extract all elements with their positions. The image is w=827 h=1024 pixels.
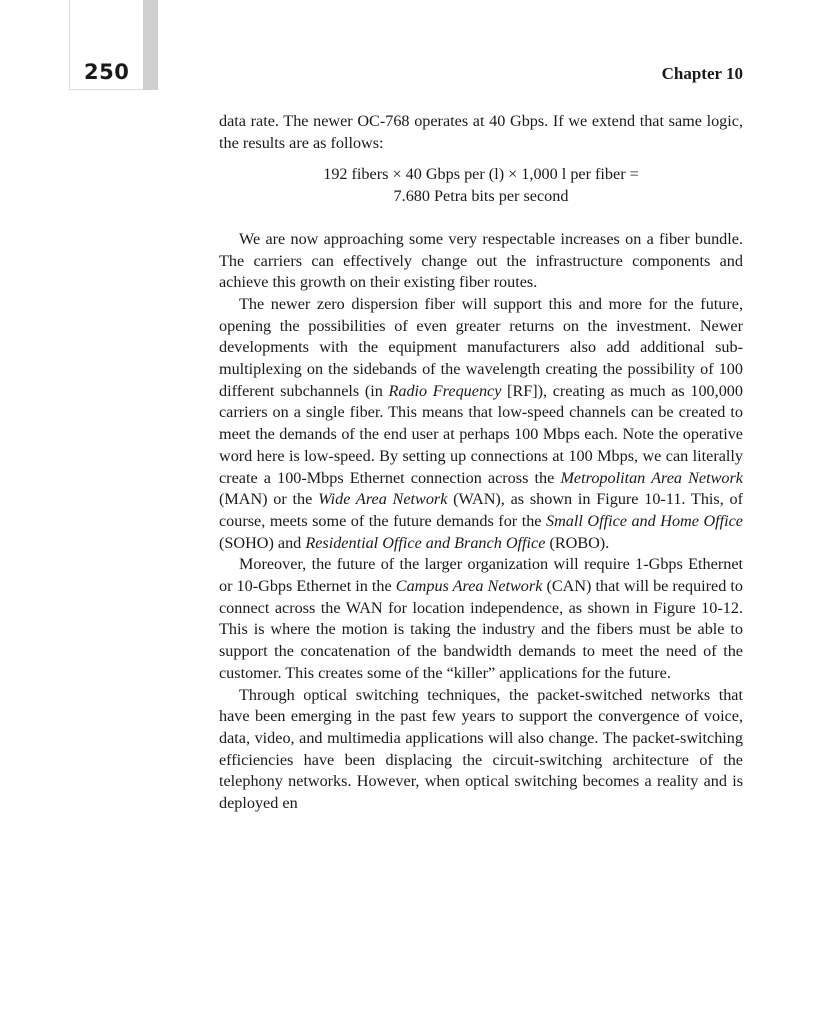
- term-robo: Residential Office and Branch Office: [305, 533, 546, 552]
- formula-line-1: 192 fibers × 40 Gbps per (l) × 1,000 l per fiber =: [323, 165, 639, 184]
- paragraph-zero-dispersion: [219, 294, 743, 554]
- text-run: (MAN) or the: [219, 490, 319, 509]
- text-run: [RF]), creating as much as 100,000 carriers on a single fiber. This means that low-speed channels can be created to meet the demands of the end user at perhaps 100 Mbps each. Note the operative word here is low-speed. By setting up connections at 100 Mbps, we can literally create a 100-Mbps Ethernet connection across the: [219, 381, 743, 487]
- term-wan: Wide Area Network: [318, 490, 448, 509]
- term-radio-frequency: Radio Frequency: [388, 381, 502, 400]
- paragraph-respectable-increases: We are now approaching some very respectable increases on a fiber bundle. The carriers can effectively change out the infrastructure components and achieve this growth on their existing fiber routes.: [219, 229, 743, 292]
- text-run: (SOHO) and: [219, 533, 306, 552]
- page-number: 250: [84, 60, 130, 84]
- term-man: Metropolitan Area Network: [560, 468, 743, 487]
- paragraph-intro: data rate. The newer OC-768 operates at 40 Gbps. If we extend that same logic, the results are as follows:: [219, 112, 743, 152]
- text-run: (ROBO).: [545, 533, 610, 552]
- text-run: (WAN), as shown in Figure 10-11. This, of course, meets some of the future demands for the: [219, 490, 743, 530]
- text-run: Moreover, the future of the larger organization will require 1-Gbps Ethernet or 10-Gbps Ethernet in the: [219, 555, 743, 596]
- paragraph-optical-switching: Through optical switching techniques, the packet-switched networks that have been emerging in the past few years to support the convergence of voice, data, video, and multimedia applications will also change. The packet-switching efficiencies have been displacing the circuit-switching architecture of the telephony networks. However, when optical switching becomes a reality and is deployed en: [219, 685, 743, 813]
- chapter-heading: Chapter 10: [661, 64, 743, 83]
- text-run: (CAN) that will be required to connect across the WAN for location independence, as shown in Figure 10-12. This is where the motion is taking the industry and the fibers must be able to support the concatenation of the bandwidth demands to meet the need of the customer. This creates some of the “killer” applications for the future.: [219, 577, 743, 682]
- formula-block: [219, 164, 743, 207]
- paragraph-larger-organization: [219, 554, 743, 684]
- page-tab-bar: [143, 0, 158, 90]
- text-run: The newer zero dispersion fiber will support this and more for the future, opening the possibilities of even greater returns on the investment. Newer developments with the equipment manufacturers also add additional sub-multiplexing on the sidebands of the wavelength creating the possibility of 100 different subchannels (in: [219, 294, 743, 400]
- formula-line-2: 7.680 Petra bits per second: [393, 187, 569, 206]
- body-text: [219, 111, 743, 815]
- term-can: Campus Area Network: [395, 577, 543, 596]
- term-soho: Small Office and Home Office: [546, 511, 743, 530]
